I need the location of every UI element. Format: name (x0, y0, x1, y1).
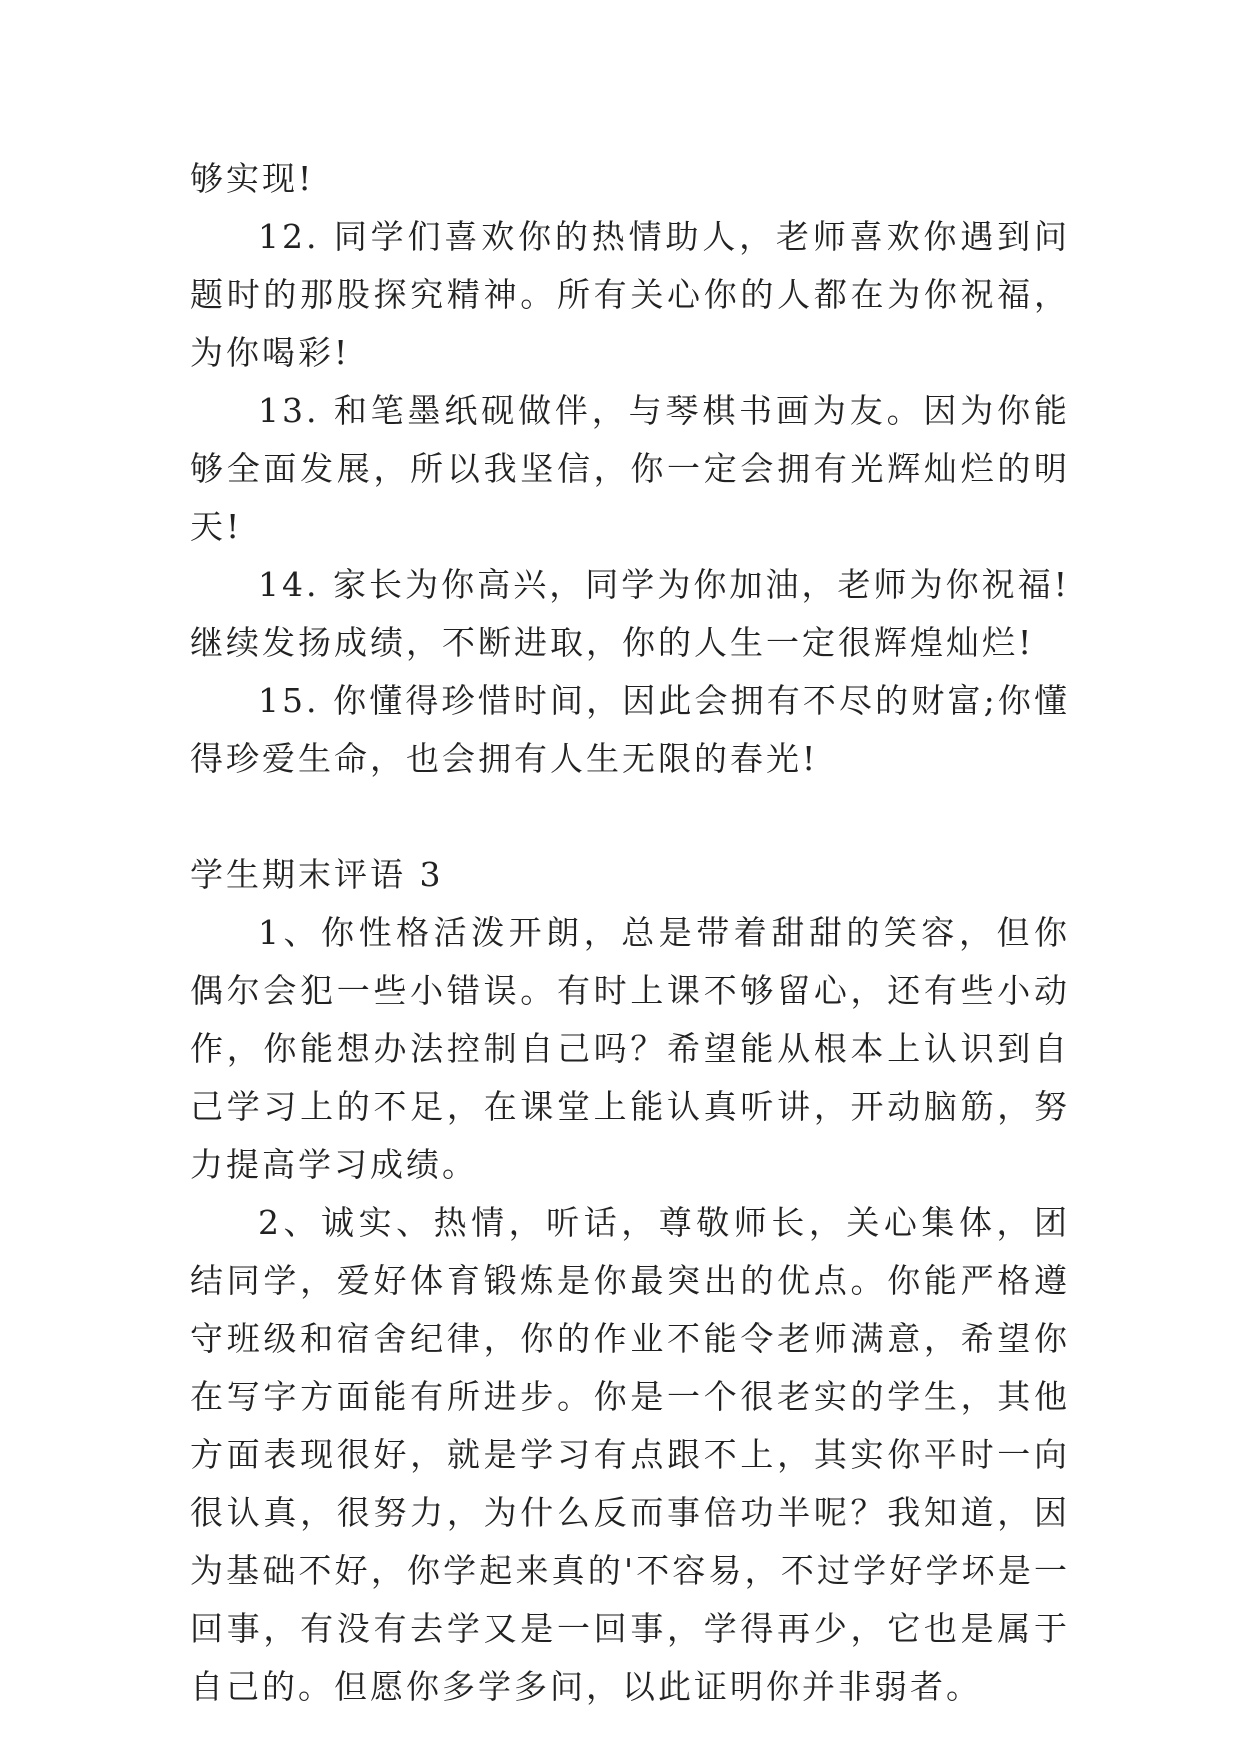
comment-item-12: 12. 同学们喜欢你的热情助人，老师喜欢你遇到问题时的那股探究精神。所有关心你的人都在为你祝福，为你喝彩! (190, 217, 1070, 372)
comment-item-14: 14. 家长为你高兴，同学为你加油，老师为你祝福!继续发扬成绩，不断进取，你的人生一定很辉煌灿烂! (190, 565, 1070, 662)
section-heading: 学生期末评语 3 (190, 855, 444, 894)
document-body (190, 150, 1070, 1716)
continuation-text: 够实现! (190, 159, 315, 198)
comment-item-1: 1、你性格活泼开朗，总是带着甜甜的笑容，但你偶尔会犯一些小错误。有时上课不够留心，还有些小动作，你能想办法控制自己吗？希望能从根本上认识到自己学习上的不足，在课堂上能认真听讲，开动脑筋，努力提高学习成绩。 (190, 913, 1070, 1184)
comment-item-15: 15. 你懂得珍惜时间，因此会拥有不尽的财富;你懂得珍爱生命，也会拥有人生无限的春光! (190, 681, 1070, 778)
comment-item-13: 13. 和笔墨纸砚做伴，与琴棋书画为友。因为你能够全面发展，所以我坚信，你一定会拥有光辉灿烂的明天! (190, 391, 1070, 546)
comment-item-2: 2、诚实、热情，听话，尊敬师长，关心集体，团结同学，爱好体育锻炼是你最突出的优点。你能严格遵守班级和宿舍纪律，你的作业不能令老师满意，希望你在写字方面能有所进步。你是一个很老实的学生，其他方面表现很好，就是学习有点跟不上，其实你平时一向很认真，很努力，为什么反而事倍功半呢？我知道，因为基础不好，你学起来真的'不容易，不过学好学坏是一回事，有没有去学又是一回事，学得再少，它也是属于自己的。但愿你多学多问，以此证明你并非弱者。 (190, 1203, 1070, 1706)
